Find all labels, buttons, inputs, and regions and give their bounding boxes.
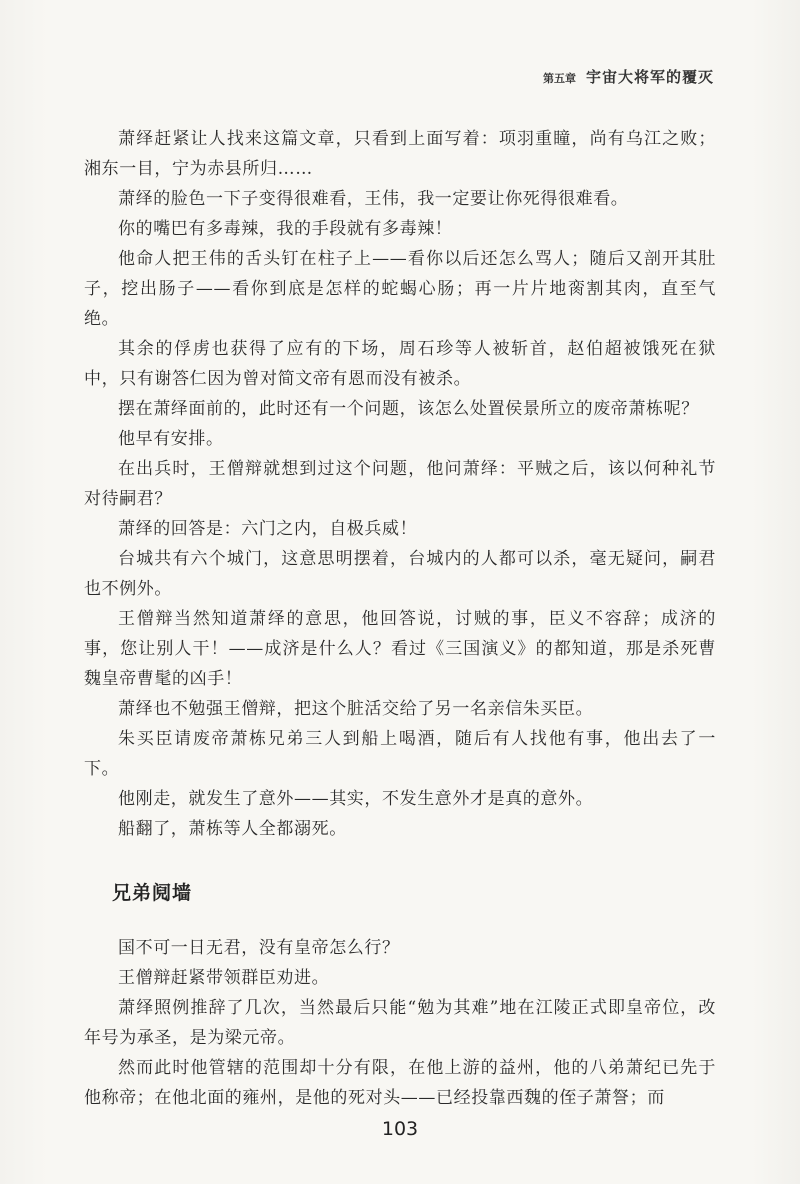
paragraph: 然而此时他管辖的范围却十分有限，在他上游的益州，他的八弟萧纪已先于他称帝；在他北面的雍州，是他的死对头——已经投靠西魏的侄子萧詧；而 [84, 1058, 716, 1108]
paragraph: 船翻了，萧栋等人全都溺死。 [118, 819, 347, 839]
paragraph: 你的嘴巴有多毒辣，我的手段就有多毒辣！ [118, 219, 453, 239]
running-header [543, 66, 714, 87]
paragraph: 朱买臣请废帝萧栋兄弟三人到船上喝酒，随后有人找他有事，他出去了一下。 [84, 729, 716, 779]
paragraph: 萧绎赶紧让人找来这篇文章，只看到上面写着：项羽重瞳，尚有乌江之败；湘东一目，宁为赤县所归…… [84, 129, 716, 179]
paragraph: 王僧辩当然知道萧绎的意思，他回答说，讨贼的事，臣义不容辞；成济的事，您让别人干！——成济是什么人？看过《三国演义》的都知道，那是杀死曹魏皇帝曹髦的凶手！ [84, 609, 716, 689]
paragraph: 摆在萧绎面前的，此时还有一个问题，该怎么处置侯景所立的废帝萧栋呢？ [118, 399, 699, 419]
page-number: 103 [381, 1118, 419, 1140]
section-title: 兄弟阋墙 [112, 882, 193, 904]
chapter-title: 宇宙大将军的覆灭 [585, 68, 714, 86]
paragraph: 其余的俘虏也获得了应有的下场，周石珍等人被斩首，赵伯超被饿死在狱中，只有谢答仁因为曾对简文帝有恩而没有被杀。 [84, 339, 716, 389]
chapter-number: 第五章 [542, 72, 576, 85]
body-text [84, 124, 716, 1113]
paragraph: 国不可一日无君，没有皇帝怎么行？ [118, 938, 400, 958]
paragraph: 他早有安排。 [118, 429, 224, 449]
paragraph: 萧绎照例推辞了几次，当然最后只能“勉为其难”地在江陵正式即皇帝位，改年号为承圣，是为梁元帝。 [84, 998, 716, 1048]
paragraph: 王僧辩赶紧带领群臣劝进。 [118, 968, 330, 988]
paragraph: 台城共有六个城门，这意思明摆着，台城内的人都可以杀，毫无疑问，嗣君也不例外。 [84, 549, 716, 599]
paragraph: 在出兵时，王僧辩就想到过这个问题，他问萧绎：平贼之后，该以何种礼节对待嗣君？ [84, 459, 716, 509]
paragraph: 他命人把王伟的舌头钉在柱子上——看你以后还怎么骂人；随后又剖开其肚子，挖出肠子——看你到底是怎样的蛇蝎心肠；再一片片地脔割其肉，直至气绝。 [84, 249, 716, 329]
paragraph: 萧绎的回答是：六门之内，自极兵威！ [118, 519, 418, 539]
paragraph: 萧绎也不勉强王僧辩，把这个脏活交给了另一名亲信朱买臣。 [118, 699, 594, 719]
paragraph: 萧绎的脸色一下子变得很难看，王伟，我一定要让你死得很难看。 [118, 189, 629, 209]
paragraph: 他刚走，就发生了意外——其实，不发生意外才是真的意外。 [118, 789, 594, 809]
